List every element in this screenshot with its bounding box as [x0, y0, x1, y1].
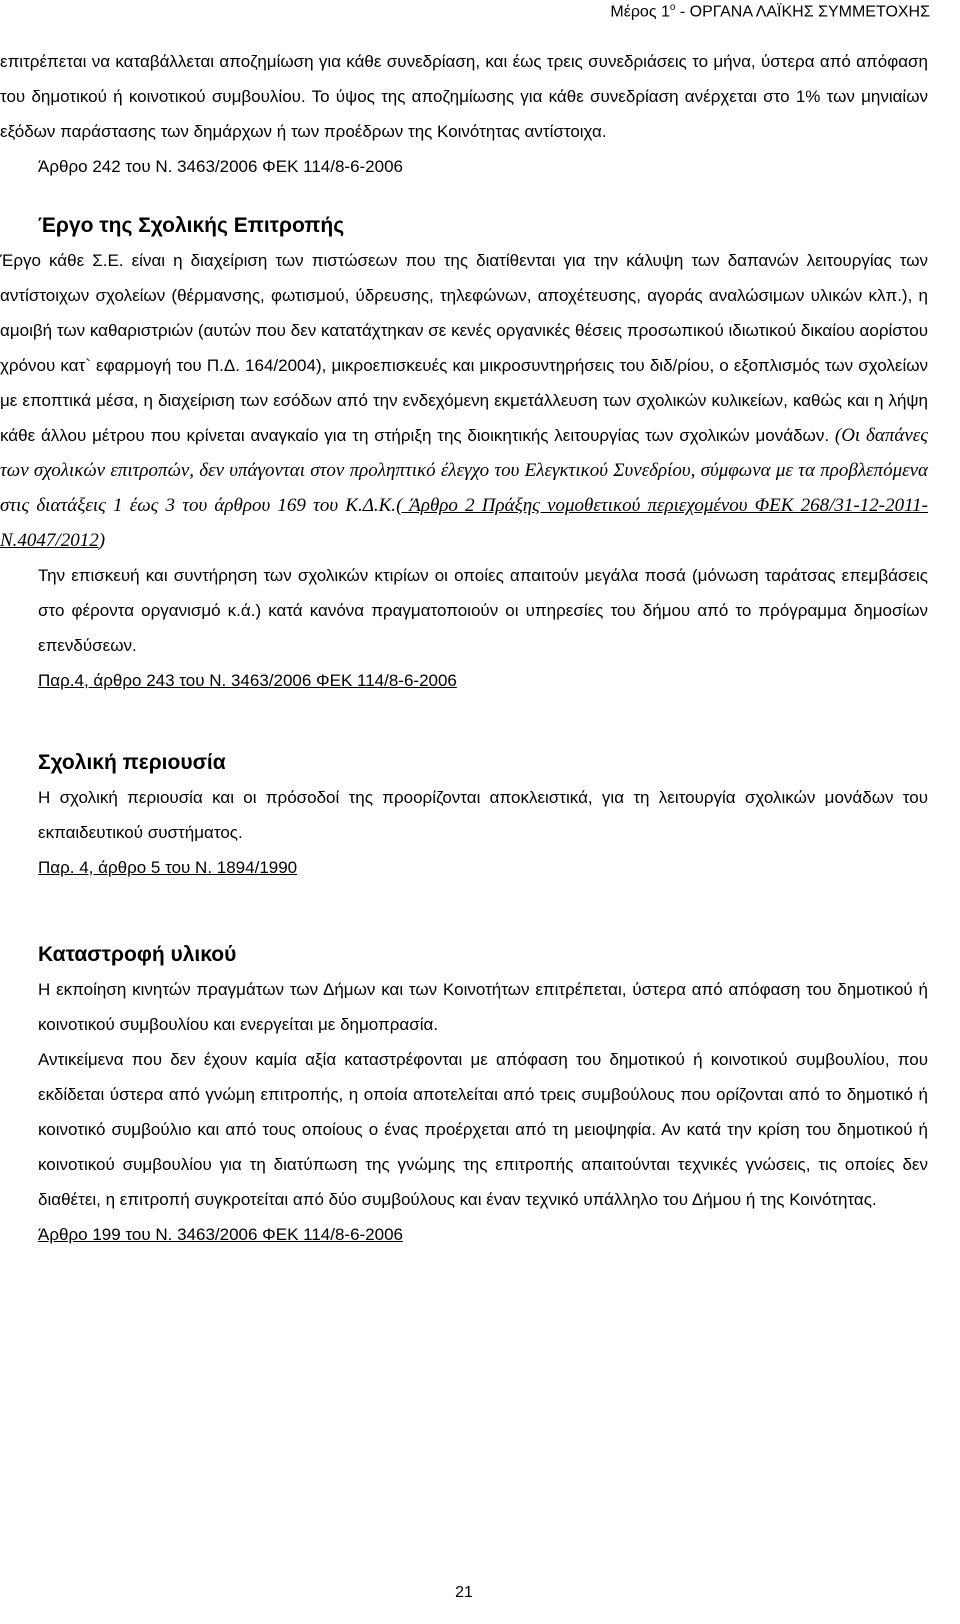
page-body	[0, 44, 928, 1252]
intro-reference: Άρθρο 242 του Ν. 3463/2006 ΦΕΚ 114/8-6-2006	[38, 157, 404, 176]
intro-paragraph: επιτρέπεται να καταβάλλεται αποζημίωση για κάθε συνεδρίαση, και έως τρεις συνεδριάσεις το μήνα, ύστερα από απόφαση του δημοτικού ή κοινοτικού συμβουλίου. Το ύψος της αποζημίωσης για κάθε συνεδρίαση ανέρχεται στο 1% των μηνιαίων εξόδων παράστασης των δημάρχων ή των προέδρων της Κοινότητας αντίστοιχα.	[0, 52, 928, 141]
material-destruction-reference: Άρθρο 199 του Ν. 3463/2006 ΦΕΚ 114/8-6-2006	[38, 1225, 404, 1244]
school-committee-paragraph	[0, 243, 928, 558]
school-committee-heading: Έργο της Σχολικής Επιτροπής	[38, 214, 345, 237]
school-property-paragraph: Η σχολική περιουσία και οι πρόσοδοί της προορίζονται αποκλειστικά, για τη λειτουργία σχολικών μονάδων του εκπαιδευτικού συστήματος.	[38, 788, 928, 842]
header-part-superscript: ο	[669, 2, 676, 13]
header-section: - ΟΡΓΑΝΑ ΛΑΪΚΗΣ ΣΥΜΜΕΤΟΧΗΣ	[675, 3, 930, 21]
page-number: 21	[455, 1584, 473, 1601]
school-committee-italic-note: (Οι δαπάνες των σχολικών επιτροπών, δεν υπάγονται στον προληπτικό έλεγχο του Ελεγκτικού Συνεδρίου, σύμφωνα με τα προβλεπόμενα στις διατάξεις 1 έως 3 του άρθρου 169 του Κ.Δ.Κ.	[0, 425, 928, 516]
header-part: Μέρος 1	[610, 3, 670, 21]
school-committee-reference: Παρ.4, άρθρο 243 του Ν. 3463/2006 ΦΕΚ 114/8-6-2006	[38, 671, 457, 690]
school-committee-text: Έργο κάθε Σ.Ε. είναι η διαχείριση των πιστώσεων που της διατίθενται για την κάλυψη των δαπανών λειτουργίας των αντίστοιχων σχολείων (θέρμανσης, φωτισμού, ύδρευσης, τηλεφώνων, αποχέτευσης, αγοράς αναλώσιμων υλικών κλπ.), η αμοιβή των καθαριστριών (αυτών που δεν κατατάχτηκαν σε κενές οργανικές θέσεις προσωπικού ιδιωτικού δικαίου αορίστου χρόνου κατ` εφαρμογή του Π.Δ. 164/2004), μικροεπισκευές και μικροσυντηρήσεις του διδ/ρίου, ο εξοπλισμός των σχολείων με εποπτικά μέσα, η διαχείριση των εσόδων από την ενδεχόμενη εκμετάλλευση των σχολικών κυλικείων, καθώς και η λήψη κάθε άλλου μέτρου που κρίνεται αναγκαίο για τη στήριξη της διοικητικής λειτουργίας των σχολικών μονάδων.	[0, 251, 928, 445]
school-committee-italic-reference: ( Άρθρο 2 Πράξης νομοθετικού περιεχομένου ΦΕΚ 268/31-12-2011- Ν.4047/2012	[0, 495, 929, 551]
school-property-reference: Παρ. 4, άρθρο 5 του Ν. 1894/1990	[38, 858, 298, 877]
running-header	[610, 2, 930, 21]
material-destruction-paragraph-1: Η εκποίηση κινητών πραγμάτων των Δήμων και των Κοινοτήτων επιτρέπεται, ύστερα από απόφαση του δημοτικού ή κοινοτικού συμβουλίου και ενεργείται με δημοπρασία.	[38, 980, 928, 1034]
material-destruction-heading: Καταστροφή υλικού	[38, 943, 237, 966]
school-property-heading: Σχολική περιουσία	[38, 751, 226, 774]
school-buildings-paragraph: Την επισκευή και συντήρηση των σχολικών κτιρίων οι οποίες απαιτούν μεγάλα ποσά (μόνωση ταράτσας επεμβάσεις στο φέροντα οργανισμό κ.ά.) κατά κανόνα πραγματοποιούν οι υπηρεσίες του δήμου από το πρόγραμμα δημοσίων επενδύσεων.	[38, 566, 928, 655]
material-destruction-paragraph-2: Αντικείμενα που δεν έχουν καμία αξία καταστρέφονται με απόφαση του δημοτικού ή κοινοτικού συμβουλίου, που εκδίδεται ύστερα από γνώμη επιτροπής, η οποία αποτελείται από τρεις συμβούλους που ορίζονται από το δημοτικό ή κοινοτικό συμβούλιο και από τους οποίους ο ένας προέρχεται από τη μειοψηφία. Αν κατά την κρίση του δημοτικού ή κοινοτικού συμβουλίου για τη διατύπωση της γνώμης της επιτροπής απαιτούνται τεχνικές γνώσεις, τις οποίες δεν διαθέτει, η επιτροπή συγκροτείται από δύο συμβούλους και έναν τεχνικό υπάλληλο του Δήμου ή της Κοινότητας.	[38, 1050, 928, 1209]
school-committee-italic-close: )	[98, 530, 106, 551]
